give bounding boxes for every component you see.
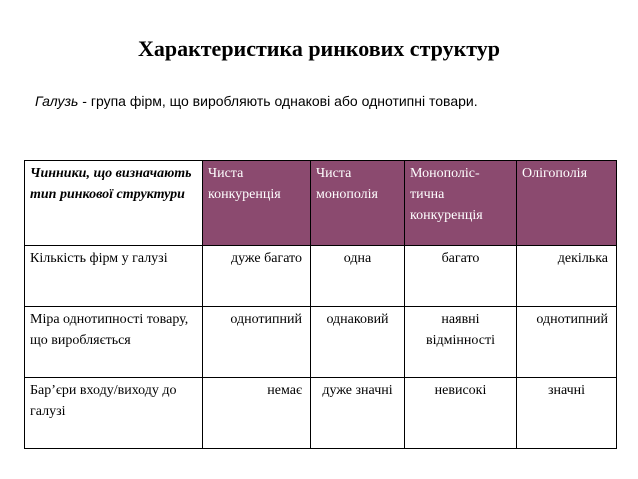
header-monopolistic-competition: Монополіс-тична конкуренція — [405, 161, 517, 246]
row-label-number-of-firms: Кількість фірм у галузі — [25, 246, 203, 307]
header-factors: Чинники, що визначають тип ринкової структури — [25, 161, 203, 246]
table-cell: немає — [203, 378, 311, 449]
table-cell: однаковий — [311, 307, 405, 378]
table-row — [25, 307, 617, 378]
table-cell: значні — [517, 378, 617, 449]
header-oligopoly: Олігополія — [517, 161, 617, 246]
header-pure-competition: Чиста конкуренція — [203, 161, 311, 246]
table-cell: дуже значні — [311, 378, 405, 449]
table-cell: одна — [311, 246, 405, 307]
table-cell: невисокі — [405, 378, 517, 449]
table-cell: декілька — [517, 246, 617, 307]
table-cell: наявні відмінності — [405, 307, 517, 378]
table-cell: однотипний — [517, 307, 617, 378]
market-structures-table — [24, 160, 617, 449]
row-label-product-homogeneity: Міра однотипності товару, що виробляється — [25, 307, 203, 378]
table-row — [25, 378, 617, 449]
table-header-row — [25, 161, 617, 246]
definition-term: Галузь — [35, 93, 79, 109]
table-row — [25, 246, 617, 307]
table-cell: однотипний — [203, 307, 311, 378]
table-cell: багато — [405, 246, 517, 307]
row-label-entry-exit-barriers: Бар’єри входу/виходу до галузі — [25, 378, 203, 449]
table-cell: дуже багато — [203, 246, 311, 307]
page-title: Характеристика ринкових структур — [137, 36, 501, 61]
definition-line — [35, 92, 478, 110]
header-pure-monopoly: Чиста монополія — [311, 161, 405, 246]
definition-text: - група фірм, що виробляють однакові або однотипні товари. — [78, 93, 478, 109]
